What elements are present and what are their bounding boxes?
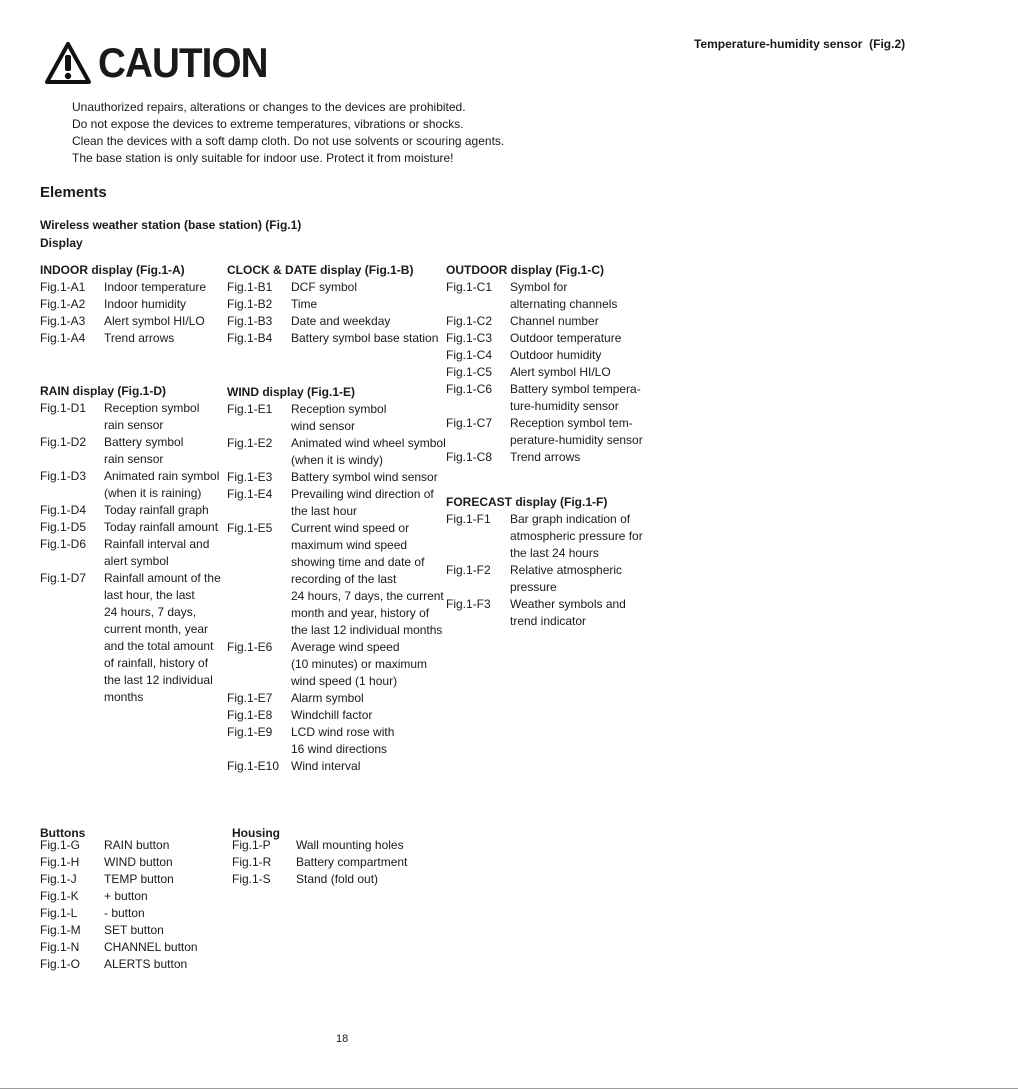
element-code: Fig.1-A1 [40,280,86,294]
description-line: recording of the last [291,572,397,586]
element-code: Fig.1-C7 [446,416,493,430]
display-title: Display [40,236,83,250]
element-row [40,854,198,871]
element-description [104,279,206,296]
outdoor-group [446,262,643,466]
element-row [40,296,206,313]
page-bottom-divider [0,1088,1018,1089]
description-line: Outdoor temperature [510,331,622,345]
group-title: INDOOR display (Fig.1-A) [40,263,185,277]
element-description [291,469,438,486]
element-code: Fig.1-D5 [40,520,87,534]
element-row [40,434,221,468]
element-row [227,296,438,313]
element-description [291,330,438,347]
element-code: Fig.1-A3 [40,314,86,328]
wind-group [227,384,446,775]
element-code: Fig.1-N [40,940,80,954]
element-row [227,707,446,724]
element-description [104,313,205,330]
description-line: wind sensor [291,419,356,433]
description-line: Average wind speed [291,640,400,654]
description-line: alternating channels [510,297,618,311]
caution-title: CAUTION [98,39,268,86]
description-line: last hour, the last [104,588,195,602]
element-code: Fig.1-B1 [227,280,273,294]
description-line: Battery symbol wind sensor [291,470,438,484]
station-title: Wireless weather station (base station) (Fig.1) [40,218,302,232]
element-description [104,871,174,888]
element-row [40,956,198,973]
element-code: Fig.1-S [232,872,271,886]
element-row [40,922,198,939]
element-code: Fig.1-C5 [446,365,493,379]
element-code: Fig.1-P [232,838,271,852]
element-description [296,854,407,871]
description-line: 24 hours, 7 days, [104,605,197,619]
element-description [510,562,622,596]
description-line: Battery symbol base station [291,331,439,345]
element-code: Fig.1-C4 [446,348,493,362]
element-code: Fig.1-D1 [40,401,87,415]
element-description [104,519,218,536]
element-description [291,401,386,435]
description-line: ture-humidity sensor [510,399,619,413]
element-code: Fig.1-M [40,923,81,937]
description-line: the last 12 individual [104,673,213,687]
description-line: Animated rain symbol [104,469,220,483]
caution-header [44,38,282,88]
element-code: Fig.1-D3 [40,469,87,483]
element-description [104,922,164,939]
element-row [40,502,221,519]
description-line: trend indicator [510,614,587,628]
element-description [104,837,169,854]
description-line: months [104,690,144,704]
element-code: Fig.1-E10 [227,759,280,773]
description-line: Current wind speed or [291,521,410,535]
element-description [510,449,580,466]
description-line: Stand (fold out) [296,872,379,886]
element-code: Fig.1-D4 [40,503,87,517]
description-line: Relative atmospheric [510,563,623,577]
page-number: 18 [336,1033,349,1045]
description-line: showing time and date of [291,555,425,569]
description-line: month and year, history of [291,606,430,620]
element-code: Fig.1-F2 [446,563,491,577]
element-row [232,837,407,854]
description-line: Today rainfall amount [104,520,219,534]
element-code: Fig.1-F1 [446,512,491,526]
element-code: Fig.1-C1 [446,280,493,294]
element-row [227,469,446,486]
group-title: RAIN display (Fig.1-D) [40,384,167,398]
element-description [510,364,611,381]
description-line: Indoor humidity [104,297,187,311]
element-description [104,296,186,313]
element-description [104,939,198,956]
element-code: Fig.1-E7 [227,691,273,705]
description-line: CHANNEL button [104,940,198,954]
element-description [291,279,357,296]
description-line: Time [291,297,318,311]
element-description [104,400,199,434]
description-line: Prevailing wind direction of [291,487,434,501]
description-line: WIND button [104,855,173,869]
element-description [291,724,394,758]
element-description [104,434,183,468]
description-line: Animated wind wheel symbol [291,436,446,450]
caution-line: Clean the devices with a soft damp cloth. Do not use solvents or scouring agents. [72,134,505,148]
element-description [296,871,378,888]
element-description [291,758,360,775]
element-description [291,690,364,707]
description-line: pressure [510,580,557,594]
element-row [227,639,446,690]
description-line: ALERTS button [104,957,188,971]
element-code: Fig.1-B4 [227,331,273,345]
description-line: Reception symbol tem- [510,416,633,430]
description-line: Rainfall interval and [104,537,210,551]
element-code: Fig.1-E6 [227,640,273,654]
element-description [291,435,446,469]
description-line: Symbol for [510,280,568,294]
element-description [104,536,209,570]
group-title: WIND display (Fig.1-E) [227,385,356,399]
element-row [446,279,643,313]
element-description [291,639,427,690]
element-row [227,330,438,347]
description-line: alert symbol [104,554,169,568]
element-row [40,313,206,330]
description-line: rain sensor [104,452,164,466]
element-row [40,871,198,888]
element-row [40,570,221,706]
description-line: Alert symbol HI/LO [104,314,205,328]
element-row [227,313,438,330]
description-line: Channel number [510,314,599,328]
description-line: the last 24 hours [510,546,599,560]
element-description [291,313,390,330]
element-description [510,415,643,449]
element-description [510,511,643,562]
element-row [227,401,446,435]
description-line: current month, year [104,622,209,636]
group-title: Buttons [40,826,86,840]
element-row [227,520,446,639]
description-line: the last 12 individual months [291,623,443,637]
element-row [227,279,438,296]
element-code: Fig.1-E1 [227,402,273,416]
element-row [227,758,446,775]
description-line: Trend arrows [104,331,175,345]
element-description [104,854,173,871]
sensor-title: Temperature-humidity sensor (Fig.2) [694,37,906,51]
description-line: LCD wind rose with [291,725,395,739]
element-description [291,707,372,724]
description-line: Battery symbol tempera- [510,382,641,396]
element-row [232,854,407,871]
element-row [40,536,221,570]
element-code: Fig.1-B3 [227,314,273,328]
elements-title: Elements [40,184,107,201]
description-line: + button [104,889,148,903]
element-code: Fig.1-E5 [227,521,273,535]
element-row [446,364,643,381]
forecast-group [446,494,643,630]
element-code: Fig.1-C8 [446,450,493,464]
description-line: TEMP button [104,872,174,886]
element-description [291,486,434,520]
description-line: (10 minutes) or maximum [291,657,428,671]
element-code: Fig.1-K [40,889,79,903]
description-line: Wall mounting holes [296,838,404,852]
element-row [446,347,643,364]
description-line: Reception symbol [104,401,200,415]
element-description [104,956,187,973]
element-row [40,888,198,905]
element-code: Fig.1-C3 [446,331,493,345]
group-title: OUTDOOR display (Fig.1-C) [446,263,605,277]
element-code: Fig.1-D2 [40,435,87,449]
element-row [446,449,643,466]
element-row [446,562,643,596]
element-code: Fig.1-A2 [40,297,86,311]
element-row [232,871,407,888]
description-line: Alarm symbol [291,691,364,705]
element-code: Fig.1-E4 [227,487,273,501]
warning-triangle-icon [44,41,92,85]
element-code: Fig.1-O [40,957,81,971]
element-row [446,511,643,562]
element-row [446,381,643,415]
description-line: Today rainfall graph [104,503,209,517]
description-line: SET button [104,923,164,937]
element-description [296,837,404,854]
description-line: 16 wind directions [291,742,388,756]
element-row [40,905,198,922]
description-line: Date and weekday [291,314,391,328]
description-line: maximum wind speed [291,538,408,552]
element-row [227,486,446,520]
description-line: wind speed (1 hour) [291,674,398,688]
description-line: rain sensor [104,418,164,432]
element-row [227,435,446,469]
description-line: atmospheric pressure for [510,529,643,543]
element-code: Fig.1-R [232,855,272,869]
element-code: Fig.1-J [40,872,77,886]
element-description [510,279,617,313]
element-code: Fig.1-B2 [227,297,273,311]
element-code: Fig.1-A4 [40,331,86,345]
element-code: Fig.1-E3 [227,470,273,484]
description-line: of rainfall, history of [104,656,209,670]
description-line: (when it is raining) [104,486,202,500]
description-line: Reception symbol [291,402,387,416]
buttons-group [40,825,198,973]
element-row [446,415,643,449]
element-row [40,468,221,502]
element-row [227,690,446,707]
description-line: 24 hours, 7 days, the current [291,589,444,603]
element-row [446,596,643,630]
description-line: (when it is windy) [291,453,384,467]
description-line: - button [104,906,145,920]
element-description [104,468,219,502]
housing-group [232,825,407,888]
element-row [227,724,446,758]
element-description [104,570,221,706]
group-title: Housing [232,826,280,840]
element-code: Fig.1-C6 [446,382,493,396]
element-code: Fig.1-D6 [40,537,87,551]
element-description [510,381,641,415]
element-description [510,596,626,630]
element-description [291,520,444,639]
caution-line: The base station is only suitable for indoor use. Protect it from moisture! [72,151,454,165]
element-row [446,330,643,347]
caution-list [72,99,504,167]
element-description [104,502,209,519]
element-code: Fig.1-G [40,838,81,852]
element-description [291,296,317,313]
element-row [40,279,206,296]
element-row [40,330,206,347]
indoor-group [40,262,206,347]
description-line: Rainfall amount of the [104,571,221,585]
clock-group [227,262,438,347]
group-title: CLOCK & DATE display (Fig.1-B) [227,263,414,277]
element-description [510,330,621,347]
description-line: Wind interval [291,759,361,773]
description-line: RAIN button [104,838,170,852]
description-line: Indoor temperature [104,280,207,294]
element-code: Fig.1-E2 [227,436,273,450]
description-line: Weather symbols and [510,597,626,611]
description-line: Trend arrows [510,450,581,464]
description-line: perature-humidity sensor [510,433,643,447]
element-code: Fig.1-C2 [446,314,493,328]
element-code: Fig.1-L [40,906,78,920]
element-row [40,519,221,536]
description-line: and the total amount [104,639,214,653]
description-line: Windchill factor [291,708,373,722]
element-row [40,939,198,956]
element-row [40,400,221,434]
caution-line: Unauthorized repairs, alterations or changes to the devices are prohibited. [72,100,466,114]
description-line: Battery compartment [296,855,408,869]
element-code: Fig.1-E8 [227,708,273,722]
element-description [104,905,145,922]
element-description [104,330,174,347]
group-title: FORECAST display (Fig.1-F) [446,495,608,509]
rain-group [40,383,221,706]
description-line: the last hour [291,504,358,518]
element-description [510,313,599,330]
element-description [104,888,148,905]
element-code: Fig.1-H [40,855,80,869]
description-line: Outdoor humidity [510,348,602,362]
element-row [40,837,198,854]
description-line: Battery symbol [104,435,184,449]
description-line: DCF symbol [291,280,358,294]
description-line: Bar graph indication of [510,512,631,526]
element-code: Fig.1-D7 [40,571,87,585]
caution-line: Do not expose the devices to extreme temperatures, vibrations or shocks. [72,117,464,131]
element-description [510,347,601,364]
element-code: Fig.1-F3 [446,597,491,611]
description-line: Alert symbol HI/LO [510,365,611,379]
element-code: Fig.1-E9 [227,725,273,739]
element-row [446,313,643,330]
